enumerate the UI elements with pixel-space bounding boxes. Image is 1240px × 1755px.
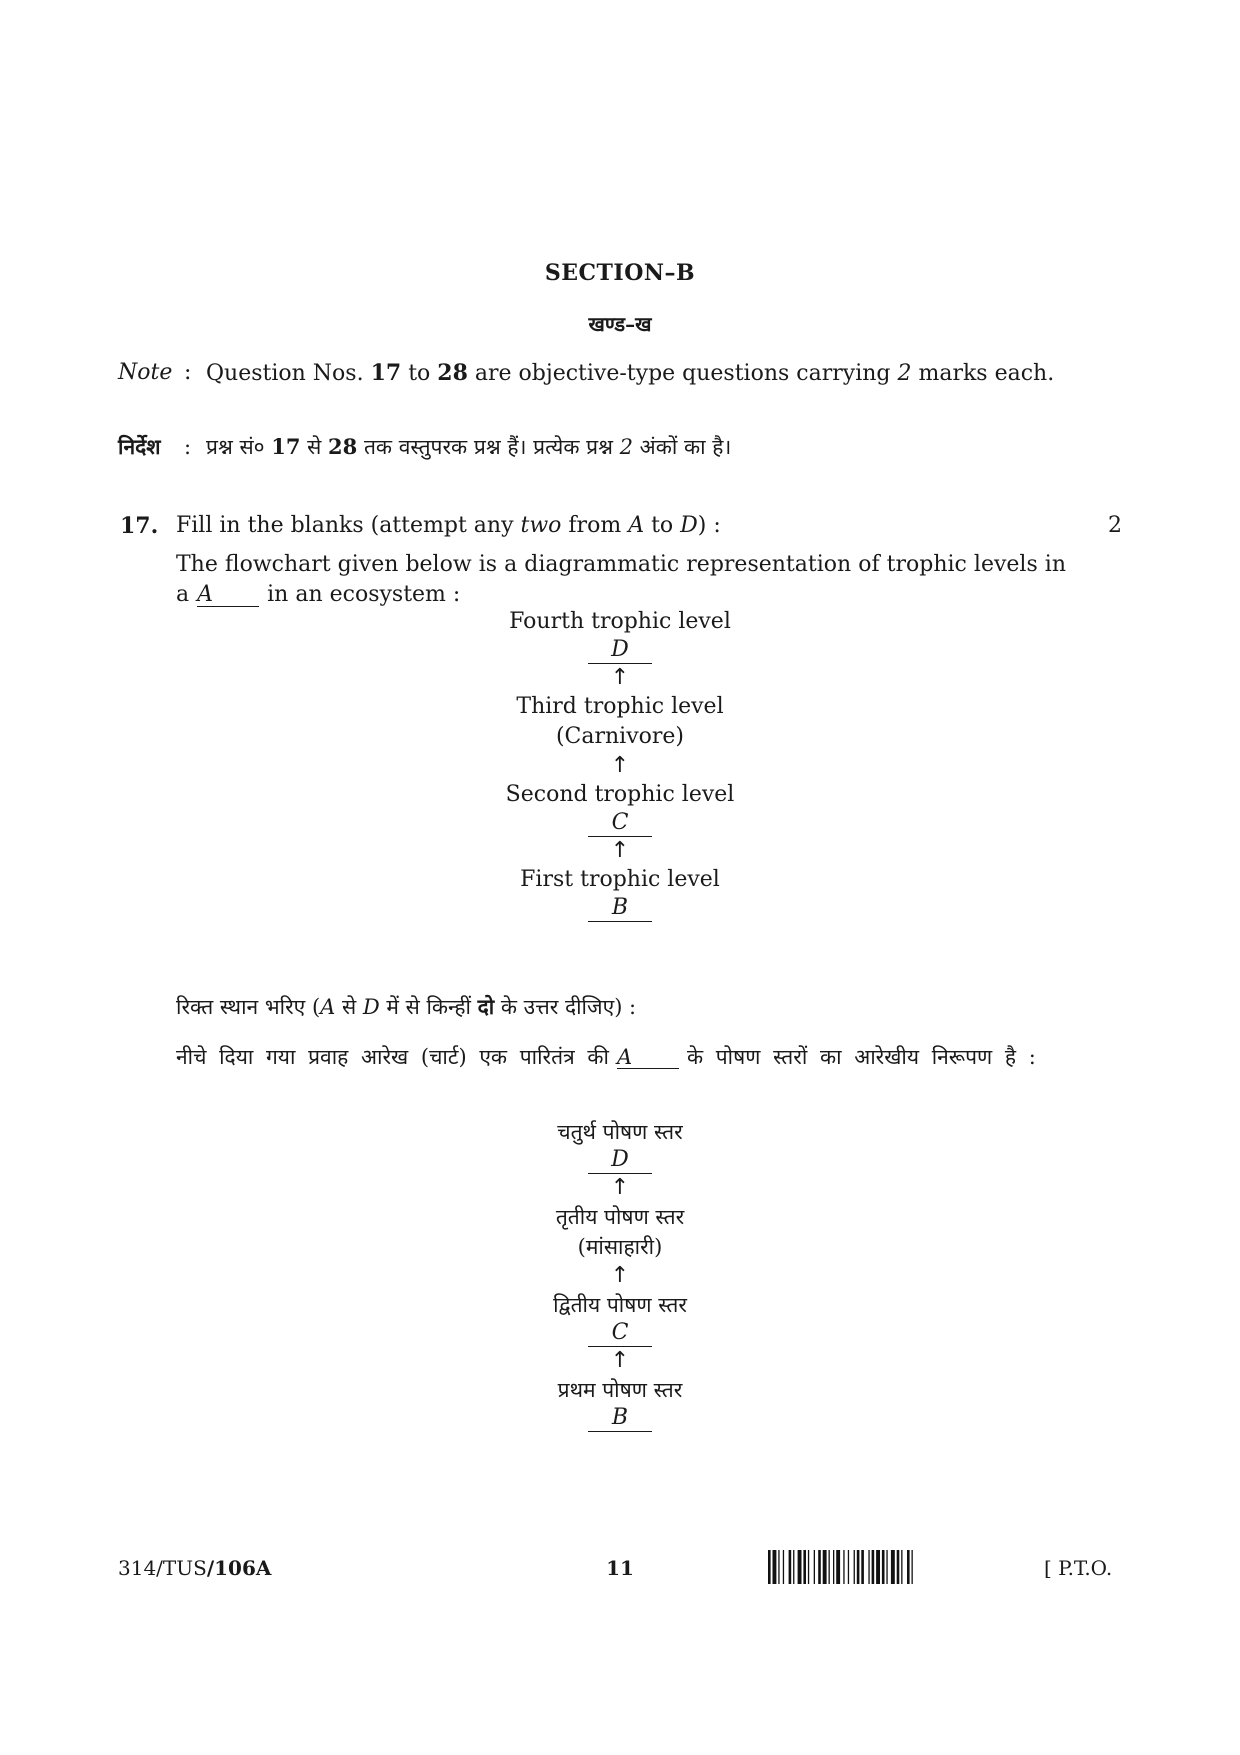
flow-level-second-hindi: द्वितीय पोषण स्तर <box>553 1293 687 1317</box>
flow-level-third-note-hindi: (मांसाहारी) <box>577 1235 663 1259</box>
question-instruction-hindi: रिक्त स्थान भरिए (A से D में से किन्हीं दो के उत्तर दीजिए) : <box>176 994 637 1019</box>
section-title: SECTION–B <box>544 260 696 286</box>
flow-level-third: Third trophic level <box>516 694 724 719</box>
note-colon-hindi: : <box>184 435 192 459</box>
page-number: 11 <box>606 1556 634 1580</box>
flow-blank-b-hindi: B <box>588 1405 652 1432</box>
up-arrow-icon: ↑ <box>610 665 630 690</box>
blank-a-hindi: A <box>617 1046 679 1069</box>
up-arrow-icon: ↑ <box>610 1263 630 1288</box>
question-stem-hindi: नीचे दिया गया प्रवाह आरेख (चार्ट) एक पारितंत्र की A के पोषण स्तरों का आरेखीय निरूपण है : <box>176 1045 1036 1069</box>
question-instruction: Fill in the blanks (attempt any two from A to D) : <box>176 513 721 538</box>
flow-blank-c: C <box>588 810 652 837</box>
up-arrow-icon: ↑ <box>610 753 630 778</box>
flow-level-second: Second trophic level <box>505 782 735 807</box>
pto-label: [ P.T.O. <box>1044 1556 1113 1580</box>
question-number: 17. <box>120 513 159 539</box>
note-text: Question Nos. 17 to 28 are objective-type questions carrying 2 marks each. <box>206 360 1055 386</box>
flowchart-english <box>0 607 1240 922</box>
flow-blank-d: D <box>588 637 652 664</box>
flow-level-third-note: (Carnivore) <box>555 724 685 749</box>
flowchart-hindi <box>0 1117 1240 1432</box>
flow-blank-c-hindi: C <box>588 1320 652 1347</box>
note-label: Note <box>118 360 173 385</box>
flow-level-fourth: Fourth trophic level <box>509 609 731 634</box>
note-colon: : <box>184 360 192 385</box>
blank-a: A <box>197 584 259 607</box>
section-subtitle-hindi: खण्ड–ख <box>588 312 652 336</box>
note-label-hindi: निर्देश <box>118 434 161 459</box>
flow-level-first: First trophic level <box>520 867 720 892</box>
paper-code: 314/TUS/106A <box>118 1556 272 1580</box>
flow-blank-b: B <box>588 895 652 922</box>
question-stem: The flowchart given below is a diagrammatic representation of trophic levels in a A in an ecosystem : <box>176 552 1066 607</box>
up-arrow-icon: ↑ <box>610 838 630 863</box>
note-text-hindi: प्रश्न सं० 17 से 28 तक वस्तुपरक प्रश्न हैं। प्रत्येक प्रश्न 2 अंकों का है। <box>206 434 732 459</box>
flow-level-third-hindi: तृतीय पोषण स्तर <box>555 1205 685 1229</box>
barcode-icon <box>768 1550 1028 1584</box>
flow-level-first-hindi: प्रथम पोषण स्तर <box>557 1378 683 1402</box>
flow-level-fourth-hindi: चतुर्थ पोषण स्तर <box>557 1120 683 1144</box>
flow-blank-d-hindi: D <box>588 1147 652 1174</box>
up-arrow-icon: ↑ <box>610 1175 630 1200</box>
question-marks: 2 <box>1108 513 1122 538</box>
up-arrow-icon: ↑ <box>610 1348 630 1373</box>
